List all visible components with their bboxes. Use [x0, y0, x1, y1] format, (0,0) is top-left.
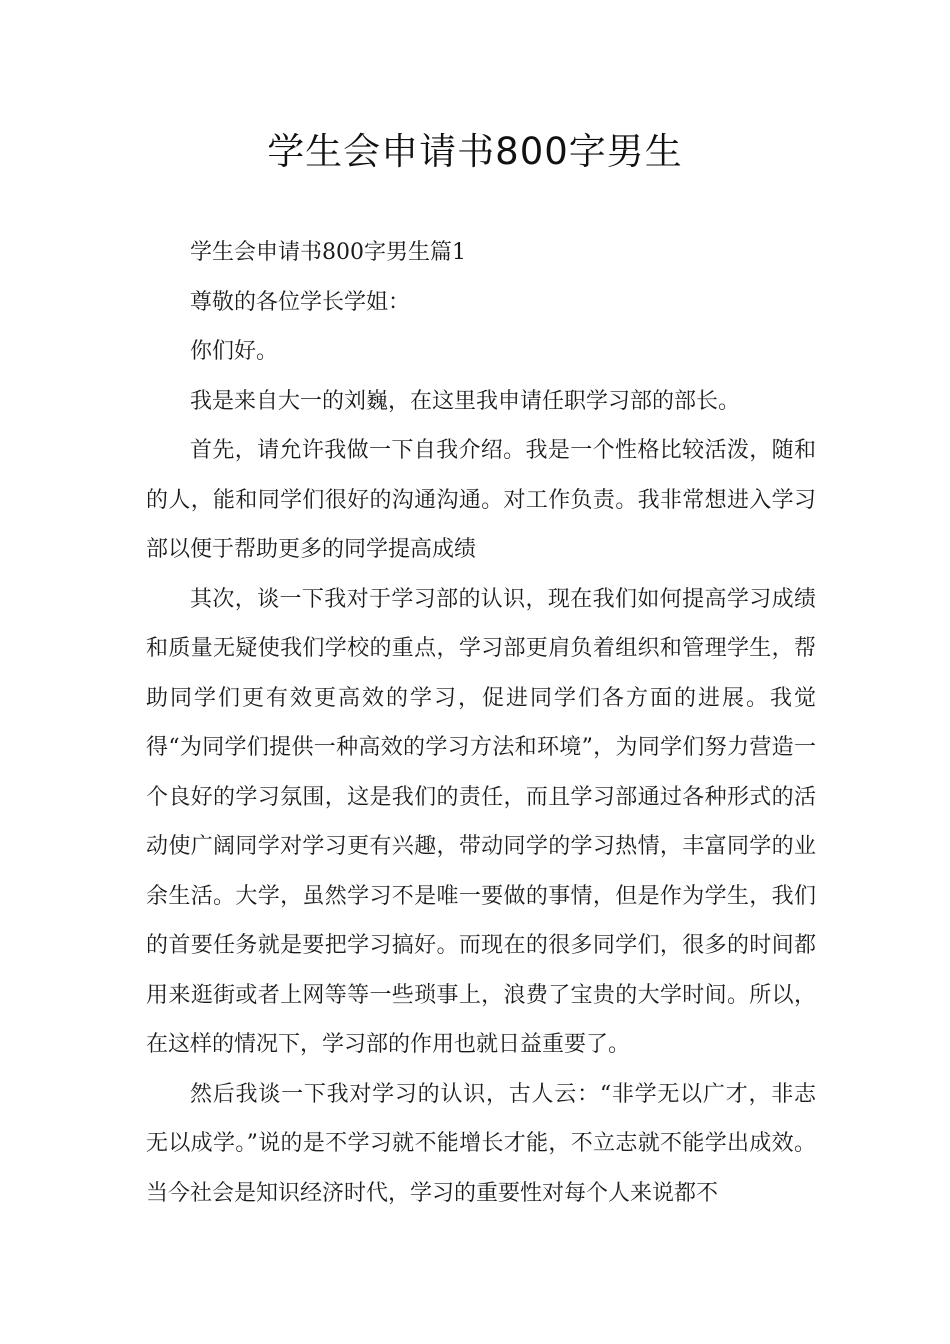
- paragraph-greeting: 你们好。: [190, 339, 279, 364]
- document-body: [146, 228, 816, 1218]
- paragraph-self-introduction: 首先，请允许我做一下自我介绍。我是一个性格比较活泼，随和的人，能和同学们很好的沟通沟通。对工作负责。我非常想进入学习部以便于帮助更多的同学提高成绩: [146, 438, 816, 562]
- paragraph-department-understanding: 其次，谈一下我对于学习部的认识，现在我们如何提高学习成绩和质量无疑使我们学校的重点，学习部更肩负着组织和管理学生，帮助同学们更有效更高效的学习，促进同学们各方面的进展。我觉得“为同学们提供一种高效的学习方法和环境”，为同学们努力营造一个良好的学习氛围，这是我们的责任，而且学习部通过各种形式的活动使广阔同学对学习更有兴趣，带动同学的学习热情，丰富同学的业余生活。大学，虽然学习不是唯一要做的事情，但是作为学生，我们的首要任务就是要把学习搞好。而现在的很多同学们，很多的时间都用来逛街或者上网等等一些琐事上，浪费了宝贵的大学时间。所以，在这样的情况下，学习部的作用也就日益重要了。: [146, 586, 816, 1057]
- paragraph-salutation: 尊敬的各位学长学姐：: [190, 289, 411, 315]
- paragraph-heading: 学生会申请书800字男生篇1: [190, 240, 466, 265]
- paragraph-intro: 我是来自大一的刘巍，在这里我申请任职学习部的部长。: [190, 388, 741, 414]
- document-title: 学生会申请书800字男生: [267, 130, 683, 173]
- paragraph-learning-understanding: 然后我谈一下我对学习的认识，古人云：“非学无以广才，非志无以成学。”说的是不学习就不能增长才能，不立志就不能学出成效。当今社会是知识经济时代，学习的重要性对每个人来说都不: [146, 1081, 816, 1206]
